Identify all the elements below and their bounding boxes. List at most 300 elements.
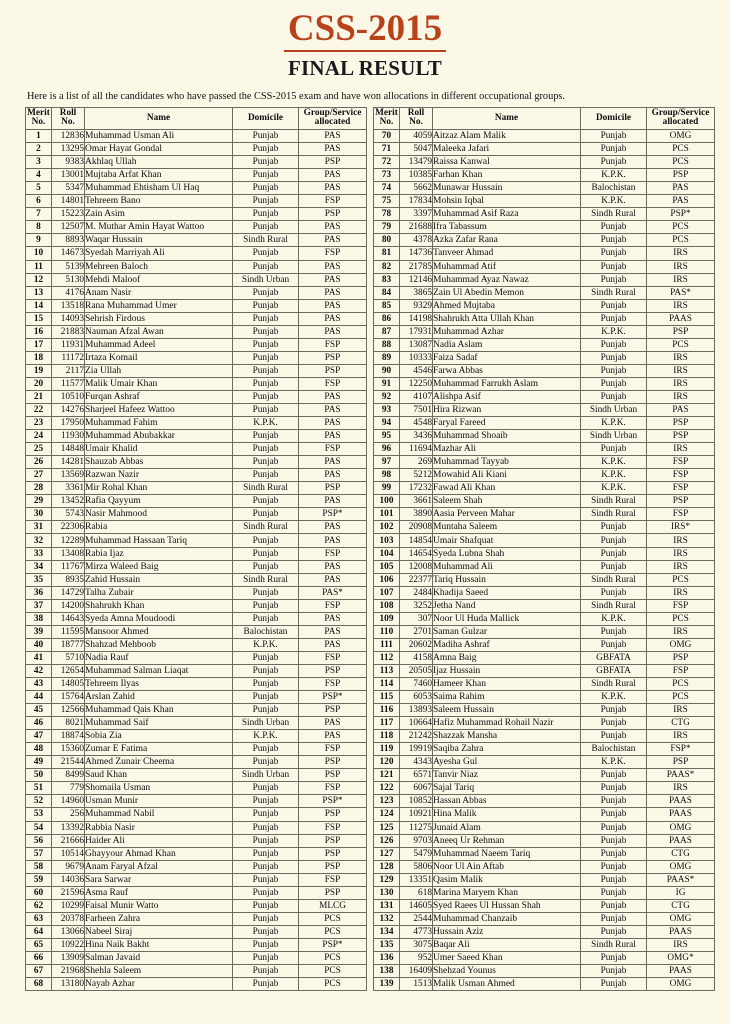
cell-roll-no: 11172 [52,351,85,364]
cell-group-service: PAS [299,130,367,143]
cell-merit-no: 139 [374,978,400,991]
cell-domicile: Sindh Rural [581,599,647,612]
cell-merit-no: 46 [26,717,52,730]
cell-merit-no: 26 [26,456,52,469]
cell-group-service: FSP [299,678,367,691]
merit-label-line1: Merit [375,107,398,118]
cell-domicile: Punjab [581,521,647,534]
cell-group-service: FSP [647,664,715,677]
table-row [374,312,715,325]
cell-name: Tehreem Ilyas [85,678,233,691]
cell-merit-no: 34 [26,560,52,573]
cell-domicile: Punjab [233,886,299,899]
cell-group-service: PAAS [647,808,715,821]
table-row [26,782,367,795]
cell-merit-no: 70 [374,130,400,143]
cell-roll-no: 21544 [52,756,85,769]
cell-merit-no: 135 [374,938,400,951]
cell-merit-no: 2 [26,143,52,156]
cell-name: Shazzak Mansha [433,730,581,743]
cell-name: Azka Zafar Rana [433,234,581,247]
cell-name: Saqiba Zahra [433,743,581,756]
cell-domicile: Punjab [581,299,647,312]
cell-domicile: Punjab [581,782,647,795]
cell-name: Mehreen Baloch [85,260,233,273]
table-row [26,130,367,143]
cell-merit-no: 114 [374,678,400,691]
cell-group-service: IRS* [647,521,715,534]
table-row [374,495,715,508]
cell-roll-no: 13180 [52,978,85,991]
cell-domicile: K.P.K. [233,730,299,743]
cell-name: Zahid Hussain [85,573,233,586]
cell-domicile: Punjab [581,847,647,860]
cell-merit-no: 54 [26,821,52,834]
cell-merit-no: 96 [374,443,400,456]
table-row [26,417,367,430]
cell-name: Muhammad Hassaan Tariq [85,534,233,547]
table-row [374,886,715,899]
cell-name: Umer Saeed Khan [433,951,581,964]
cell-roll-no: 4176 [52,286,85,299]
cell-group-service: PAS [299,169,367,182]
cell-merit-no: 119 [374,743,400,756]
cell-group-service: PSP [299,847,367,860]
table-row [374,965,715,978]
col-header-merit-no [374,107,400,129]
cell-roll-no: 13066 [52,925,85,938]
cell-merit-no: 5 [26,182,52,195]
cell-merit-no: 33 [26,547,52,560]
cell-domicile: Punjab [581,260,647,273]
cell-domicile: Sindh Rural [581,208,647,221]
cell-group-service: PSP [299,208,367,221]
table-row [26,691,367,704]
col-header-domicile: Domicile [233,107,299,129]
cell-merit-no: 40 [26,638,52,651]
cell-roll-no: 4158 [400,651,433,664]
cell-roll-no: 21883 [52,325,85,338]
cell-domicile: Punjab [581,143,647,156]
table-row [374,430,715,443]
cell-merit-no: 28 [26,482,52,495]
cell-name: Mirza Waleed Baig [85,560,233,573]
cell-name: Syedah Marriyah Ali [85,247,233,260]
cell-group-service: FSP [299,599,367,612]
cell-group-service: FSP [299,743,367,756]
cell-roll-no: 14848 [52,443,85,456]
cell-roll-no: 8935 [52,573,85,586]
cell-name: Anam Faryal Afzal [85,860,233,873]
table-row [26,495,367,508]
cell-merit-no: 4 [26,169,52,182]
cell-merit-no: 110 [374,625,400,638]
cell-group-service: PAS [299,286,367,299]
cell-domicile: Punjab [581,873,647,886]
cell-merit-no: 130 [374,886,400,899]
cell-name: Amna Baig [433,651,581,664]
cell-merit-no: 124 [374,808,400,821]
cell-group-service: OMG [647,638,715,651]
cell-merit-no: 72 [374,156,400,169]
cell-domicile: Punjab [581,560,647,573]
cell-group-service: IRS [647,782,715,795]
cell-group-service: CTG [647,847,715,860]
cell-domicile: Punjab [233,834,299,847]
cell-merit-no: 123 [374,795,400,808]
cell-group-service: PCS [647,338,715,351]
cell-domicile: Punjab [233,456,299,469]
cell-domicile: Punjab [581,234,647,247]
cell-name: Umair Khalid [85,443,233,456]
cell-group-service: FSP [647,508,715,521]
cell-roll-no: 21688 [400,221,433,234]
cell-name: Nasir Mahmood [85,508,233,521]
cell-group-service: PAAS [647,925,715,938]
cell-name: Qasim Malik [433,873,581,886]
cell-domicile: Punjab [233,221,299,234]
cell-group-service: IRS [647,390,715,403]
cell-name: Ghayyour Ahmad Khan [85,847,233,860]
table-row [26,534,367,547]
cell-group-service: PSP [299,704,367,717]
cell-roll-no: 20505 [400,664,433,677]
cell-merit-no: 127 [374,847,400,860]
cell-name: Noor Ul Ain Aftab [433,860,581,873]
cell-name: Tanveer Ahmad [433,247,581,260]
cell-group-service: PSP [299,756,367,769]
cell-group-service: PAS [299,260,367,273]
table-row [374,325,715,338]
cell-roll-no: 14729 [52,586,85,599]
table-row [374,377,715,390]
cell-group-service: PAS [299,717,367,730]
cell-name: Shahrukh Khan [85,599,233,612]
right-table-body [374,130,715,991]
cell-roll-no: 10510 [52,390,85,403]
table-row [374,651,715,664]
table-row [374,847,715,860]
cell-name: Zumar E Fatima [85,743,233,756]
cell-name: Farheen Zahra [85,912,233,925]
cell-group-service: OMG [647,912,715,925]
table-row [374,364,715,377]
table-row [374,521,715,534]
cell-merit-no: 53 [26,808,52,821]
cell-merit-no: 59 [26,873,52,886]
table-row [26,730,367,743]
cell-domicile: Punjab [233,325,299,338]
roll-label-line2: No. [409,117,423,128]
table-row [374,951,715,964]
cell-group-service: IG [647,886,715,899]
cell-merit-no: 100 [374,495,400,508]
header-row [374,107,715,129]
table-row [26,351,367,364]
table-row [374,508,715,521]
table-row [26,756,367,769]
table-row [374,156,715,169]
table-row [26,743,367,756]
cell-group-service: PCS [299,951,367,964]
cell-merit-no: 29 [26,495,52,508]
cell-roll-no: 15223 [52,208,85,221]
cell-roll-no: 13569 [52,469,85,482]
cell-name: Tehreem Bano [85,195,233,208]
cell-roll-no: 5347 [52,182,85,195]
table-row [374,573,715,586]
cell-name: Faisal Munir Watto [85,899,233,912]
cell-merit-no: 31 [26,521,52,534]
cell-domicile: K.P.K. [581,691,647,704]
cell-group-service: PAS [299,625,367,638]
cell-domicile: Punjab [581,534,647,547]
cell-domicile: Punjab [233,508,299,521]
document-header [0,0,730,81]
cell-merit-no: 132 [374,912,400,925]
table-row [374,834,715,847]
cell-group-service: PSP [647,651,715,664]
cell-merit-no: 16 [26,325,52,338]
cell-merit-no: 13 [26,286,52,299]
cell-roll-no: 6067 [400,782,433,795]
cell-name: Muhammad Azhar [433,325,581,338]
cell-name: Baqar Ali [433,938,581,951]
table-row [374,756,715,769]
cell-domicile: K.P.K. [581,195,647,208]
table-row [374,717,715,730]
cell-roll-no: 8499 [52,769,85,782]
cell-merit-no: 36 [26,586,52,599]
table-row [374,338,715,351]
cell-domicile: K.P.K. [581,756,647,769]
table-row [374,456,715,469]
cell-roll-no: 12507 [52,221,85,234]
table-row [26,625,367,638]
cell-roll-no: 13001 [52,169,85,182]
table-row [374,743,715,756]
cell-roll-no: 22377 [400,573,433,586]
page-title: CSS-2015 [284,10,446,52]
cell-roll-no: 10852 [400,795,433,808]
cell-roll-no: 952 [400,951,433,964]
cell-name: Saman Gulzar [433,625,581,638]
cell-name: Saima Rahim [433,691,581,704]
cell-name: Muhammad Usman Ali [85,130,233,143]
cell-name: Zia Ullah [85,364,233,377]
cell-group-service: PCS [299,965,367,978]
cell-group-service: PSP* [299,938,367,951]
cell-group-service: FSP* [647,743,715,756]
cell-domicile: Punjab [233,443,299,456]
table-row [26,286,367,299]
roll-label-line1: Roll [407,107,425,118]
cell-roll-no: 10299 [52,899,85,912]
cell-roll-no: 13893 [400,704,433,717]
cell-merit-no: 121 [374,769,400,782]
cell-merit-no: 88 [374,338,400,351]
cell-name: Rafia Qayyum [85,495,233,508]
cell-merit-no: 120 [374,756,400,769]
cell-group-service: IRS [647,547,715,560]
cell-name: Saud Khan [85,769,233,782]
cell-name: Syed Raees Ul Hussan Shah [433,899,581,912]
right-results-table [373,107,715,991]
col-header-group-service [647,107,715,129]
cell-name: Fawad Ali Khan [433,482,581,495]
cell-group-service: OMG [647,130,715,143]
cell-name: Muhammad Atif [433,260,581,273]
cell-merit-no: 62 [26,899,52,912]
table-row [374,638,715,651]
cell-roll-no: 2544 [400,912,433,925]
cell-name: Muhammad Ayaz Nawaz [433,273,581,286]
table-row [374,417,715,430]
cell-name: Junaid Alam [433,821,581,834]
cell-group-service: FSP [299,195,367,208]
cell-group-service: FSP [299,782,367,795]
cell-roll-no: 9383 [52,156,85,169]
cell-group-service: PCS [299,912,367,925]
col-header-domicile: Domicile [581,107,647,129]
cell-domicile: Punjab [233,612,299,625]
cell-name: Nadia Rauf [85,651,233,664]
table-row [374,208,715,221]
cell-domicile: K.P.K. [581,417,647,430]
cell-merit-no: 134 [374,925,400,938]
cell-name: Zain Ul Abedin Memon [433,286,581,299]
cell-domicile: Punjab [581,586,647,599]
cell-domicile: Sindh Rural [581,678,647,691]
cell-roll-no: 14200 [52,599,85,612]
cell-domicile: Punjab [233,664,299,677]
cell-roll-no: 307 [400,612,433,625]
cell-merit-no: 65 [26,938,52,951]
cell-group-service: PAAS [647,312,715,325]
cell-group-service: PAS [299,534,367,547]
cell-roll-no: 10514 [52,847,85,860]
cell-roll-no: 13087 [400,338,433,351]
table-row [374,769,715,782]
table-row [374,821,715,834]
cell-group-service: PSP [647,495,715,508]
cell-roll-no: 21666 [52,834,85,847]
cell-merit-no: 97 [374,456,400,469]
cell-domicile: Punjab [581,377,647,390]
table-row [374,195,715,208]
cell-domicile: Punjab [233,704,299,717]
cell-domicile: Punjab [233,691,299,704]
cell-roll-no: 5710 [52,651,85,664]
table-row [26,390,367,403]
table-row [26,364,367,377]
cell-roll-no: 4378 [400,234,433,247]
cell-merit-no: 8 [26,221,52,234]
cell-domicile: Punjab [233,143,299,156]
table-row [374,286,715,299]
cell-domicile: Punjab [581,221,647,234]
cell-domicile: Punjab [233,195,299,208]
cell-roll-no: 7501 [400,404,433,417]
cell-name: Ayesha Gul [433,756,581,769]
cell-merit-no: 106 [374,573,400,586]
cell-group-service: FSP [647,456,715,469]
cell-name: Muhammad Chanzaib [433,912,581,925]
cell-merit-no: 118 [374,730,400,743]
cell-group-service: PAAS [647,965,715,978]
cell-roll-no: 14805 [52,678,85,691]
table-row [26,951,367,964]
cell-name: Hussain Aziz [433,925,581,938]
cell-group-service: FSP [299,651,367,664]
cell-name: Nayab Azhar [85,978,233,991]
cell-domicile: Sindh Rural [581,495,647,508]
cell-domicile: Punjab [581,821,647,834]
cell-name: Syeda Amna Moudoodi [85,612,233,625]
cell-name: Rana Muhammad Umer [85,299,233,312]
cell-group-service: FSP [299,547,367,560]
cell-roll-no: 4059 [400,130,433,143]
cell-merit-no: 125 [374,821,400,834]
table-row [374,273,715,286]
cell-name: Rabia Ijaz [85,547,233,560]
table-row [26,664,367,677]
cell-group-service: IRS [647,273,715,286]
cell-merit-no: 117 [374,717,400,730]
cell-name: Talha Zubair [85,586,233,599]
table-row [26,143,367,156]
cell-group-service: PSP [299,834,367,847]
cell-domicile: Punjab [581,273,647,286]
table-row [26,717,367,730]
cell-domicile: Punjab [233,925,299,938]
table-row [26,586,367,599]
cell-roll-no: 6053 [400,691,433,704]
cell-merit-no: 68 [26,978,52,991]
cell-group-service: PAS [647,195,715,208]
table-row [26,221,367,234]
cell-group-service: PSP* [299,795,367,808]
table-row [26,273,367,286]
cell-name: Raissa Kanwal [433,156,581,169]
cell-merit-no: 101 [374,508,400,521]
table-row [26,573,367,586]
table-row [26,821,367,834]
cell-group-service: PSP [299,156,367,169]
cell-group-service: PAS [299,469,367,482]
cell-merit-no: 93 [374,404,400,417]
table-row [26,260,367,273]
intro-text: Here is a list of all the candidates who have passed the CSS-2015 exam and have won allocations in different occupational groups. [27,90,565,102]
left-table-body [26,130,367,991]
cell-group-service: IRS [647,260,715,273]
table-row [374,912,715,925]
cell-group-service: IRS [647,730,715,743]
cell-merit-no: 51 [26,782,52,795]
group-label-line1: Group/Service [651,107,710,118]
roll-label-line2: No. [61,117,75,128]
cell-roll-no: 3890 [400,508,433,521]
cell-merit-no: 43 [26,678,52,691]
cell-roll-no: 11694 [400,443,433,456]
cell-merit-no: 17 [26,338,52,351]
cell-group-service: FSP [299,443,367,456]
cell-domicile: GBFATA [581,664,647,677]
cell-name: Furqan Ashraf [85,390,233,403]
cell-merit-no: 11 [26,260,52,273]
cell-roll-no: 11930 [52,430,85,443]
cell-roll-no: 13351 [400,873,433,886]
